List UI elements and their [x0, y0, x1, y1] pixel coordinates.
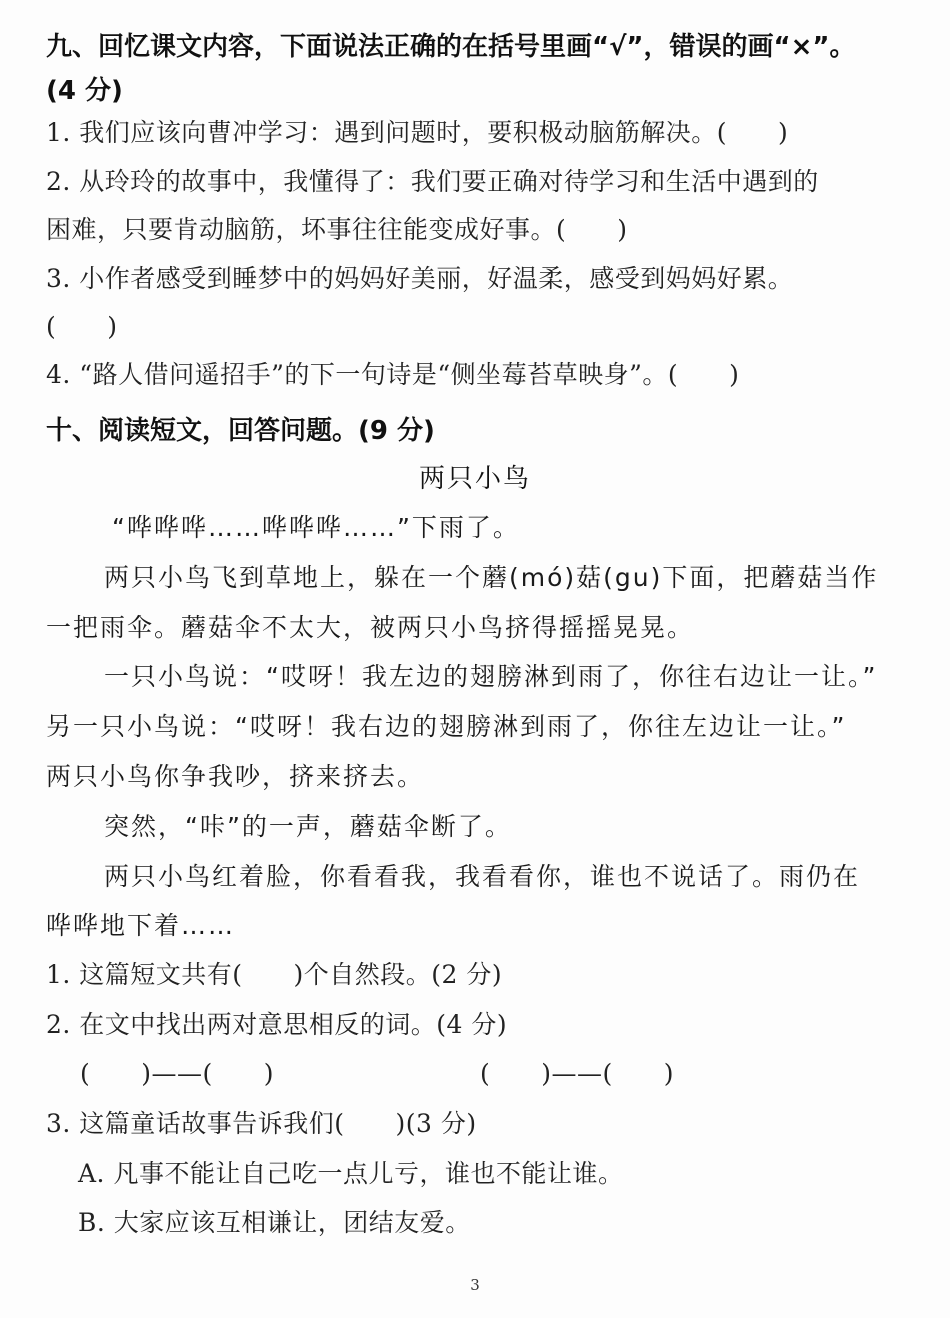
- passage-line-5: 另一只小鸟说：“哎呀！我右边的翅膀淋到雨了，你往左边让一让。”: [46, 712, 847, 741]
- section-9-item-3-answer-blank[interactable]: ( ): [46, 312, 118, 341]
- section-9-item-3-line-1: 3. 小作者感受到睡梦中的妈妈好美丽，好温柔，感受到妈妈好累。: [46, 264, 794, 293]
- section-10-question-2: 2. 在文中找出两对意思相反的词。(4 分): [46, 1010, 508, 1039]
- passage-line-7: 突然，“咔”的一声，蘑菇伞断了。: [104, 812, 512, 841]
- section-9-score: (4 分): [46, 76, 123, 106]
- question-3-option-a: A. 凡事不能让自己吃一点儿亏，谁也不能让谁。: [78, 1159, 624, 1188]
- section-9-item-2-line-2: 困难，只要肯动脑筋，坏事往往能变成好事。( ): [46, 215, 628, 244]
- passage-line-3: 一把雨伞。蘑菇伞不太大，被两只小鸟挤得摇摇晃晃。: [46, 613, 695, 642]
- section-10-question-1: 1. 这篇短文共有( )个自然段。(2 分): [46, 960, 503, 989]
- section-9-item-1: 1. 我们应该向曹冲学习：遇到问题时，要积极动脑筋解决。( ): [46, 118, 789, 147]
- page-number: 3: [470, 1276, 480, 1294]
- passage-line-8: 两只小鸟红着脸，你看看我，我看看你，谁也不说话了。雨仍在: [104, 862, 861, 891]
- antonym-pair-1-blank[interactable]: ( )——( ): [80, 1059, 275, 1088]
- antonym-pair-2-blank[interactable]: ( )——( ): [480, 1059, 675, 1088]
- passage-title: 两只小鸟: [418, 464, 531, 494]
- passage-line-6: 两只小鸟你争我吵，挤来挤去。: [46, 762, 425, 791]
- section-10-question-3: 3. 这篇童话故事告诉我们( )(3 分): [46, 1109, 477, 1138]
- passage-line-9: 哗哗地下着……: [46, 911, 236, 940]
- section-9-heading: 九、回忆课文内容，下面说法正确的在括号里画“√”，错误的画“×”。: [46, 32, 856, 62]
- passage-line-4: 一只小鸟说：“哎呀！我左边的翅膀淋到雨了，你往右边让一让。”: [104, 662, 878, 691]
- section-9-item-2-line-1: 2. 从玲玲的故事中，我懂得了：我们要正确对待学习和生活中遇到的: [46, 167, 819, 196]
- question-3-option-b: B. 大家应该互相谦让，团结友爱。: [78, 1208, 471, 1237]
- section-10-heading: 十、阅读短文，回答问题。(9 分): [46, 416, 435, 446]
- section-9-item-4: 4. “路人借问遥招手”的下一句诗是“侧坐莓苔草映身”。( ): [46, 360, 740, 389]
- passage-line-1: “哗哗哗……哗哗哗……”下雨了。: [112, 513, 520, 542]
- passage-line-2: 两只小鸟飞到草地上，躲在一个蘑(mó)菇(gu)下面，把蘑菇当作: [104, 563, 879, 592]
